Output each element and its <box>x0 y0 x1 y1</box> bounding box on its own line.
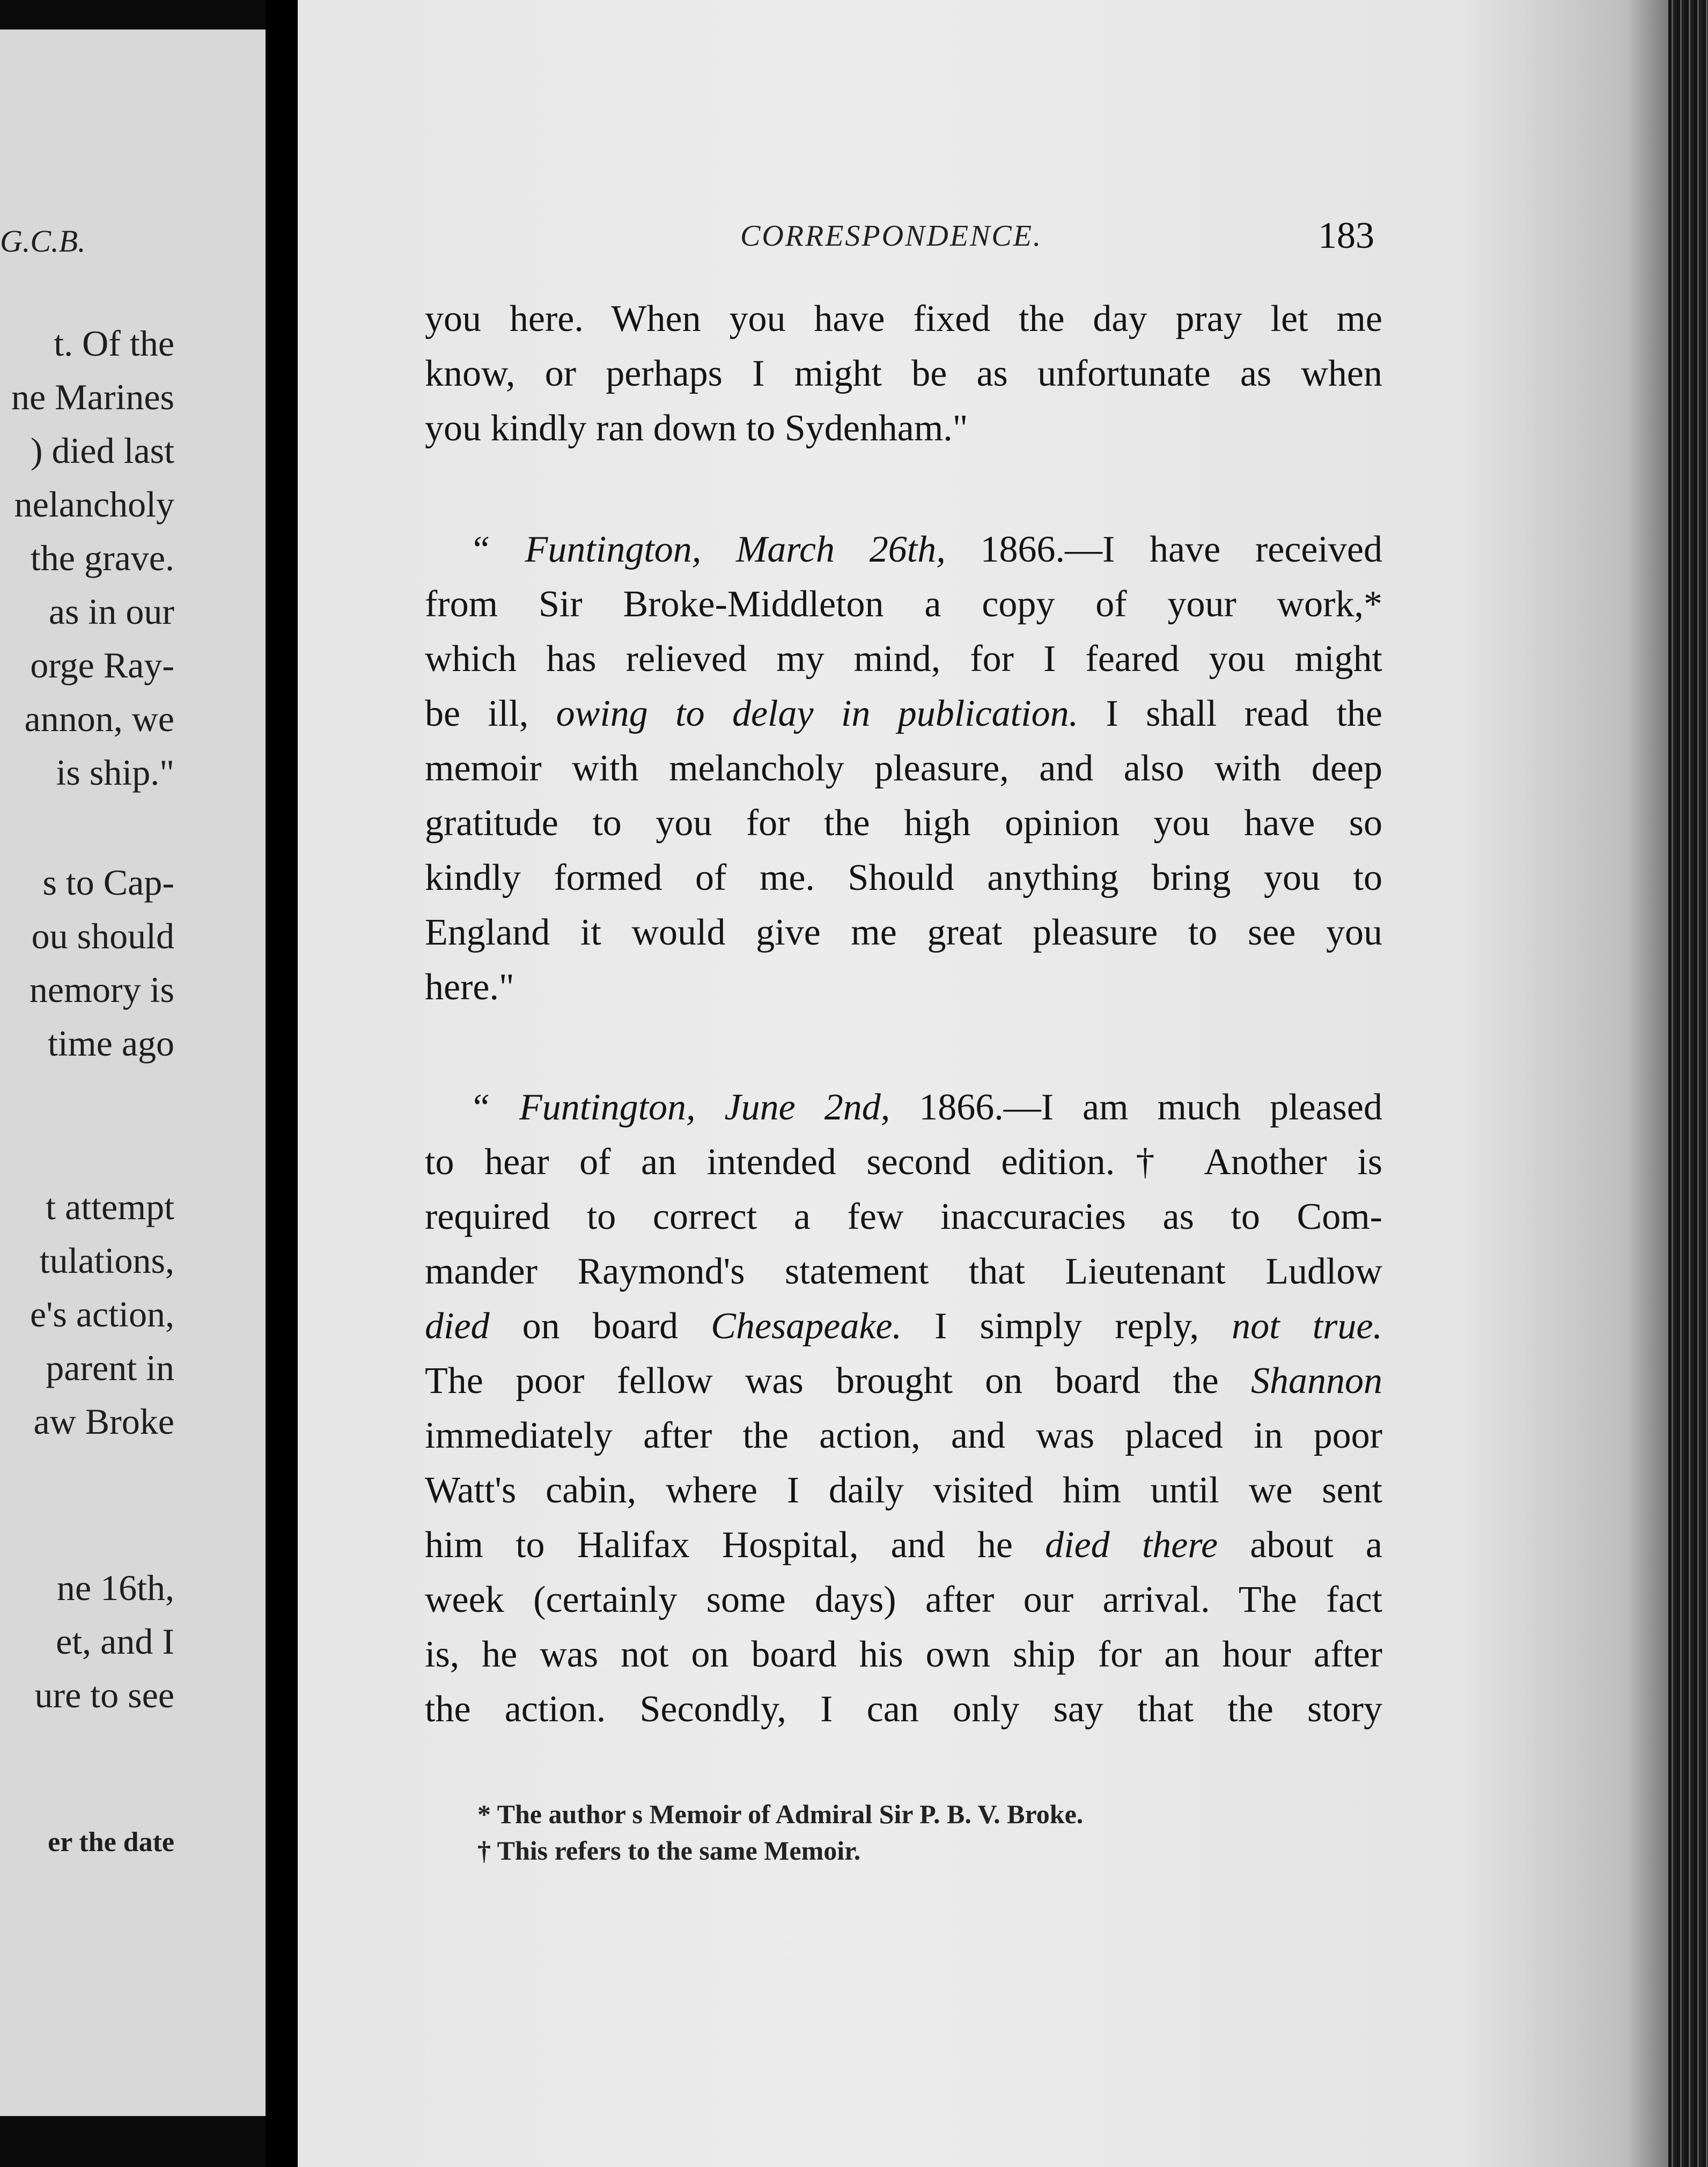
text-line: required to correct a few inaccuracies as to Com- <box>425 1196 1382 1237</box>
book-gutter <box>266 0 298 2167</box>
text-line: the action. Secondly, I can only say that the story <box>425 1689 1382 1730</box>
italic-place-date: “ Funtington, June 2nd, <box>469 1087 890 1128</box>
italic-place-date: “ Funtington, March 26th, <box>469 529 946 570</box>
text-line: week (certainly some days) after our arrival. The fact <box>425 1579 1382 1620</box>
left-line: ) died last <box>30 430 174 471</box>
text-line: you kindly ran down to Sydenham." <box>425 408 968 449</box>
left-footnote-line: er the date <box>48 1827 174 1858</box>
left-line: nelancholy <box>14 484 174 525</box>
left-line: parent in <box>46 1347 174 1388</box>
left-line: ne Marines <box>11 377 174 417</box>
left-line: ure to see <box>34 1675 174 1715</box>
text-line: which has relieved my mind, for I feared you might <box>425 638 1382 680</box>
left-line: t. Of the <box>54 323 174 364</box>
text-line: Watt's cabin, where I daily visited him until we sent <box>425 1470 1382 1511</box>
left-line: is ship." <box>56 752 174 793</box>
left-line: time ago <box>47 1023 174 1064</box>
page-edge-stack <box>1668 0 1708 2167</box>
text-line: kindly formed of me. Should anything bring you to <box>425 857 1382 898</box>
page-number: 183 <box>1318 215 1374 256</box>
text-line: immediately after the action, and was placed in poor <box>425 1415 1382 1456</box>
left-facing-page <box>0 30 266 2116</box>
letter-dateline <box>469 1081 1382 1134</box>
text-line: from Sir Broke-Middleton a copy of your work,* <box>425 584 1382 625</box>
text-line: memoir with melancholy pleasure, and also with deep <box>425 748 1382 789</box>
text-line: The poor fellow was brought on board the Shannon <box>425 1360 1382 1402</box>
text-line: gratitude to you for the high opinion you have so <box>425 802 1382 844</box>
left-line: e's action, <box>30 1294 174 1335</box>
text-line: know, or perhaps I might be as unfortunate as when <box>425 353 1382 394</box>
left-line: s to Cap- <box>42 862 174 903</box>
left-line: tulations, <box>39 1240 174 1281</box>
right-page <box>298 0 1668 2167</box>
italic-phrase: owing to delay in publication. <box>556 693 1079 734</box>
text-line: died on board Chesapeake. I simply reply, not true. <box>425 1306 1382 1347</box>
text-line: him to Halifax Hospital, and he died there about a <box>425 1524 1382 1566</box>
text-line: to hear of an intended second edition.† Another is <box>425 1141 1382 1183</box>
left-line: the grave. <box>30 537 174 578</box>
running-head: CORRESPONDENCE. <box>740 219 1042 253</box>
letter-dateline <box>469 523 1382 577</box>
text-line: you here. When you have fixed the day pray let me <box>425 298 1382 340</box>
dateline-rest: 1866.—I am much pleased <box>890 1087 1382 1128</box>
text-line: be ill, owing to delay in publication. I shall read the <box>425 693 1383 734</box>
text-line: England it would give me great pleasure to see you <box>425 912 1382 953</box>
left-running-head: G.C.B. <box>0 224 86 259</box>
left-line: t attempt <box>46 1186 174 1227</box>
left-line: et, and I <box>56 1621 174 1662</box>
left-line: ne 16th, <box>56 1567 174 1608</box>
left-line: ou should <box>31 916 174 956</box>
left-line: aw Broke <box>33 1401 174 1442</box>
left-line: annon, we <box>24 698 174 739</box>
dateline-rest: 1866.—I have received <box>945 529 1382 570</box>
text-line: is, he was not on board his own ship for an hour after <box>425 1634 1382 1675</box>
left-line: orge Ray- <box>30 645 174 686</box>
left-line: as in our <box>48 591 174 632</box>
left-line: nemory is <box>29 969 174 1010</box>
footnote-1: * The author s Memoir of Admiral Sir P. B. V. Broke. <box>477 1799 1084 1829</box>
text-line: mander Raymond's statement that Lieutenant Ludlow <box>425 1251 1382 1292</box>
footnote-2: † This refers to the same Memoir. <box>477 1836 861 1866</box>
page-header <box>298 212 1668 260</box>
text-line: here." <box>425 967 514 1008</box>
